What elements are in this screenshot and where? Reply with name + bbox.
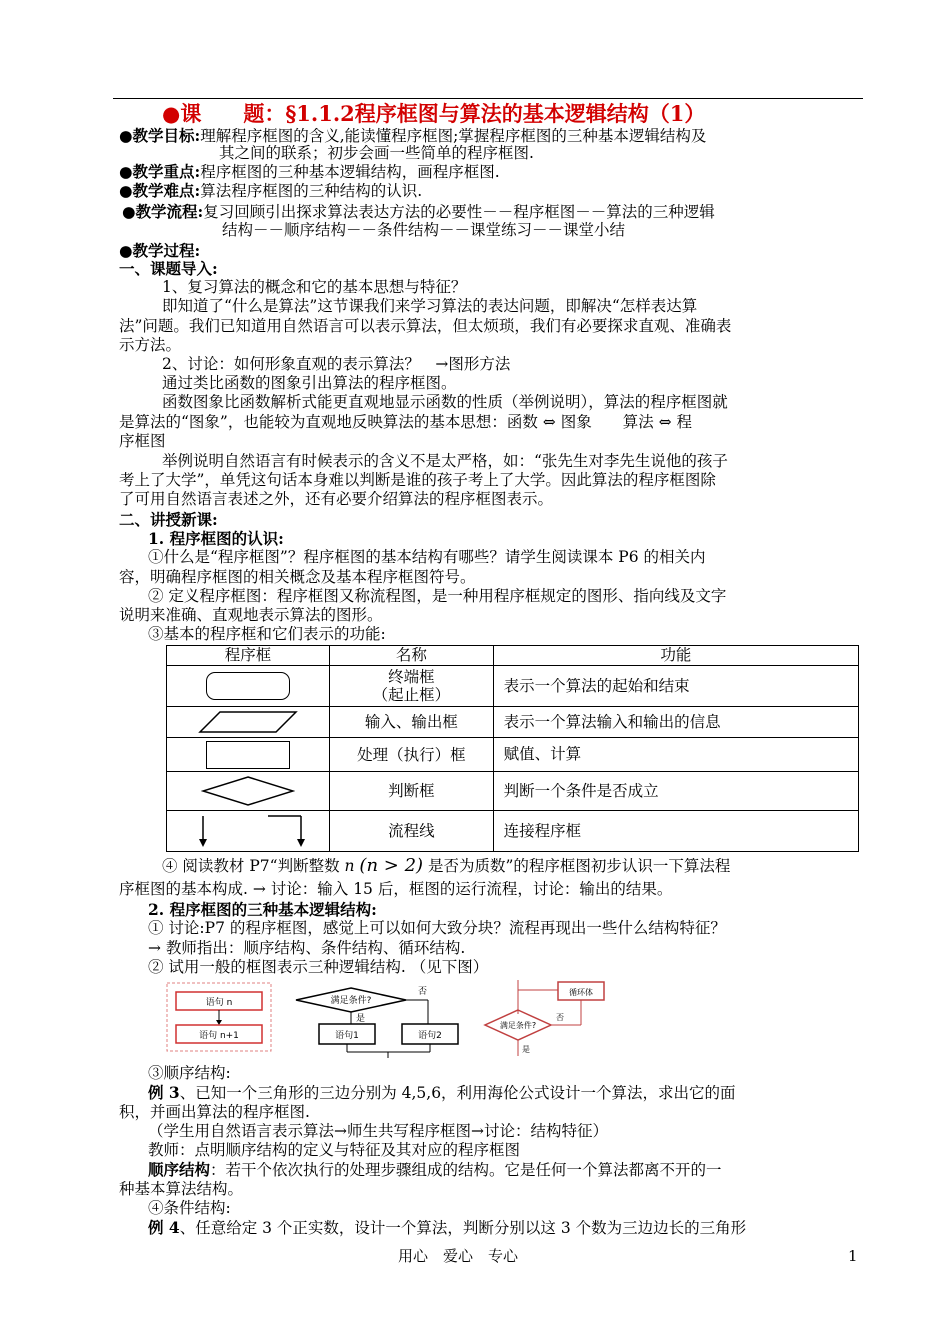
section2-q2-line2: 说明来准确、直观地表示算法的图形。: [119, 606, 383, 624]
section1-p6-line2: 考上了大学”，单凭这句话本身难以判断是谁的孩子考上了大学。因此算法的程序框图除: [119, 471, 716, 489]
section1-p5-line3: 序框图: [119, 432, 166, 450]
decision-shape-cell: [167, 772, 330, 811]
teaching-flow-line2: 结构－－顺序结构－－条件结构－－课堂练习－－课堂小结: [222, 221, 626, 239]
section2-heading: 二、讲授新课:: [119, 510, 218, 529]
condition-yes-label: 是: [356, 1014, 366, 1024]
terminal-shape-cell: [167, 666, 330, 707]
section1-p2-line2: 法”问题。我们已知道用自然语言可以表示算法，但太烦琐，我们有必要探求直观、准确表: [119, 317, 732, 335]
statement2-label: 语句2: [418, 1031, 442, 1041]
table-function-cell: 表示一个算法输入和输出的信息: [493, 707, 858, 738]
section2-q4-line1: ④ 阅读教材 P7“判断整数 n (n > 2) 是否为质数”的程序框图初步认识一下算法程: [162, 855, 731, 876]
table-row: [167, 666, 859, 707]
logic-structure-figures: [166, 980, 611, 1062]
table-row: [167, 738, 859, 772]
section1-p2-line3: 示方法。: [119, 336, 182, 354]
page-number: 1: [848, 1247, 858, 1265]
table-row: [167, 772, 859, 811]
table-function-cell: 表示一个算法的起始和结束: [493, 666, 858, 707]
section1-p4: 通过类比函数的图象引出算法的程序框图。: [162, 374, 457, 392]
terminal-symbol-icon: [206, 672, 290, 700]
section1-p1: 1、复习算法的概念和它的基本思想与特征？: [162, 278, 467, 296]
three-structure-diagram: [166, 980, 611, 1058]
table-name-cell: 终端框 （起止框）: [329, 666, 493, 707]
teaching-process-label: ●教学过程:: [119, 241, 201, 260]
table-header-row: [167, 646, 859, 666]
sequence-structure-figure: [167, 983, 271, 1051]
section2-sub2: 2. 程序框图的三种基本逻辑结构:: [148, 900, 377, 919]
flowline-shape-cell: [167, 811, 330, 852]
table-row: [167, 707, 859, 738]
rectangle-symbol-icon: [206, 741, 290, 769]
teaching-key-point: ●教学重点:程序框图的三种基本逻辑结构，画程序框图.: [119, 162, 500, 181]
section2-r4: ③顺序结构:: [148, 1064, 231, 1082]
section2-q1-line1: ①什么是“程序框图”？程序框图的基本结构有哪些？请学生阅读课本 P6 的相关内: [148, 548, 706, 566]
table-function-cell: 连接程序框: [493, 811, 858, 852]
sequence-definition-line1: 顺序结构：若干个依次执行的处理步骤组成的结构。它是任何一个算法都离不开的一: [148, 1160, 722, 1179]
table-header-cell: 功能: [493, 646, 858, 666]
header-rule: [113, 98, 863, 99]
seq-statement-n1: 语句 n+1: [199, 1031, 239, 1041]
teaching-goal-line2: 其之间的联系；初步会画一些简单的程序框图.: [219, 144, 534, 162]
table-name-cell: 流程线: [329, 811, 493, 852]
condition-no-label: 否: [418, 987, 428, 997]
section1-p2-line1: 即知道了“什么是算法”这节课我们来学习算法的表达问题，即解决“怎样表达算: [162, 297, 698, 315]
loop-body-label: 循环体: [569, 988, 593, 997]
footer-slogan: 用心 爱心 专心: [398, 1247, 519, 1265]
section2-r1: ① 讨论:P7 的程序框图，感觉上可以如何大致分块？流程再现出一些什么结构特征？: [148, 919, 726, 937]
table-header-cell: 名称: [329, 646, 493, 666]
teaching-flow-line1: ●教学流程:复习回顾引出探求算法表达方法的必要性－－程序框图－－算法的三种逻辑: [122, 202, 715, 221]
section2-q4-line2: 序框图的基本构成. → 讨论：输入 15 后，框图的运行流程，讨论：输出的结果。: [119, 880, 673, 898]
condition-structure-figure: [296, 986, 458, 1058]
statement1-label: 语句1: [335, 1031, 359, 1041]
section2-r2: → 教师指出：顺序结构、条件结构、循环结构.: [148, 939, 466, 957]
section1-heading: 一、课题导入:: [119, 259, 218, 278]
flowline-arrow-icon: [173, 813, 323, 849]
example3-line1: 例 3、已知一个三角形的三边分别为 4,5,6，利用海伦公式设计一个算法，求出它的面: [148, 1083, 736, 1102]
loop-no-label: 否: [556, 1013, 564, 1022]
table-name-cell: 判断框: [329, 772, 493, 811]
example3-line4: 教师：点明顺序结构的定义与特征及其对应的程序框图: [148, 1141, 521, 1159]
section2-q3: ③基本的程序框和它们表示的功能:: [148, 625, 386, 643]
section1-p6-line3: 了可用自然语言表述之外，还有必要介绍算法的程序框图表示。: [119, 490, 554, 508]
section2-q2-line1: ② 定义程序框图：程序框图又称流程图，是一种用程序框规定的图形、指向线及文字: [148, 587, 727, 605]
teaching-difficulty: ●教学难点:算法程序框图的三种结构的认识.: [119, 181, 423, 200]
teaching-goal-line1: ●教学目标:理解程序框图的含义,能读懂程序框图;掌握程序框图的三种基本逻辑结构及: [119, 126, 707, 145]
section1-p5-line2: 是算法的“图象”，也能较为直观地反映算法的基本思想：函数 ⇔ 图象 算法 ⇔ 程: [119, 413, 693, 431]
table-function-cell: 判断一个条件是否成立: [493, 772, 858, 811]
example3-line2: 积，并画出算法的程序框图.: [119, 1103, 310, 1121]
section2-q1-line2: 容，明确程序框图的相关概念及基本程序框图符号。: [119, 568, 476, 586]
section1-p6-line1: 举例说明自然语言有时候表示的含义不是太严格，如：“张先生对李先生说他的孩子: [162, 452, 728, 470]
section2-r3: ② 试用一般的框图表示三种逻辑结构. （见下图）: [148, 958, 489, 976]
table-header-cell: 程序框: [167, 646, 330, 666]
loop-condition-label: 满足条件?: [499, 1021, 537, 1030]
loop-structure-figure: [485, 980, 604, 1056]
example4-line1: 例 4、任意给定 3 个正实数，设计一个算法，判断分别以这 3 个数为三边边长的三角形: [148, 1218, 747, 1237]
page-footer: [0, 1248, 950, 1268]
table-function-cell: 赋值、计算: [493, 738, 858, 772]
lesson-title: ●课 题：§1.1.2程序框图与算法的基本逻辑结构（1）: [162, 101, 706, 126]
flowchart-symbol-table: [166, 645, 859, 852]
seq-statement-n: 语句 n: [205, 998, 233, 1008]
section1-p3: 2、讨论：如何形象直观的表示算法？ →图形方法: [162, 355, 511, 373]
table-name-cell: 输入、输出框: [329, 707, 493, 738]
section1-p5-line1: 函数图象比函数解析式能更直观地显示函数的性质（举例说明），算法的程序框图就: [162, 393, 728, 411]
process-shape-cell: [167, 738, 330, 772]
loop-yes-label: 是: [522, 1045, 530, 1054]
table-row: [167, 811, 859, 852]
section2-sub1: 1. 程序框图的认识:: [148, 529, 284, 548]
section2-r5: ④条件结构:: [148, 1199, 231, 1217]
parallelogram-symbol-icon: [198, 710, 298, 734]
condition-label: 满足条件?: [330, 996, 372, 1006]
io-shape-cell: [167, 707, 330, 738]
table-name-cell: 处理（执行）框: [329, 738, 493, 772]
example3-line3: （学生用自然语言表示算法→师生共写程序框图→讨论：结构特征）: [148, 1122, 608, 1140]
diamond-symbol-icon: [201, 775, 295, 807]
sequence-definition-line2: 种基本算法结构。: [119, 1180, 244, 1198]
